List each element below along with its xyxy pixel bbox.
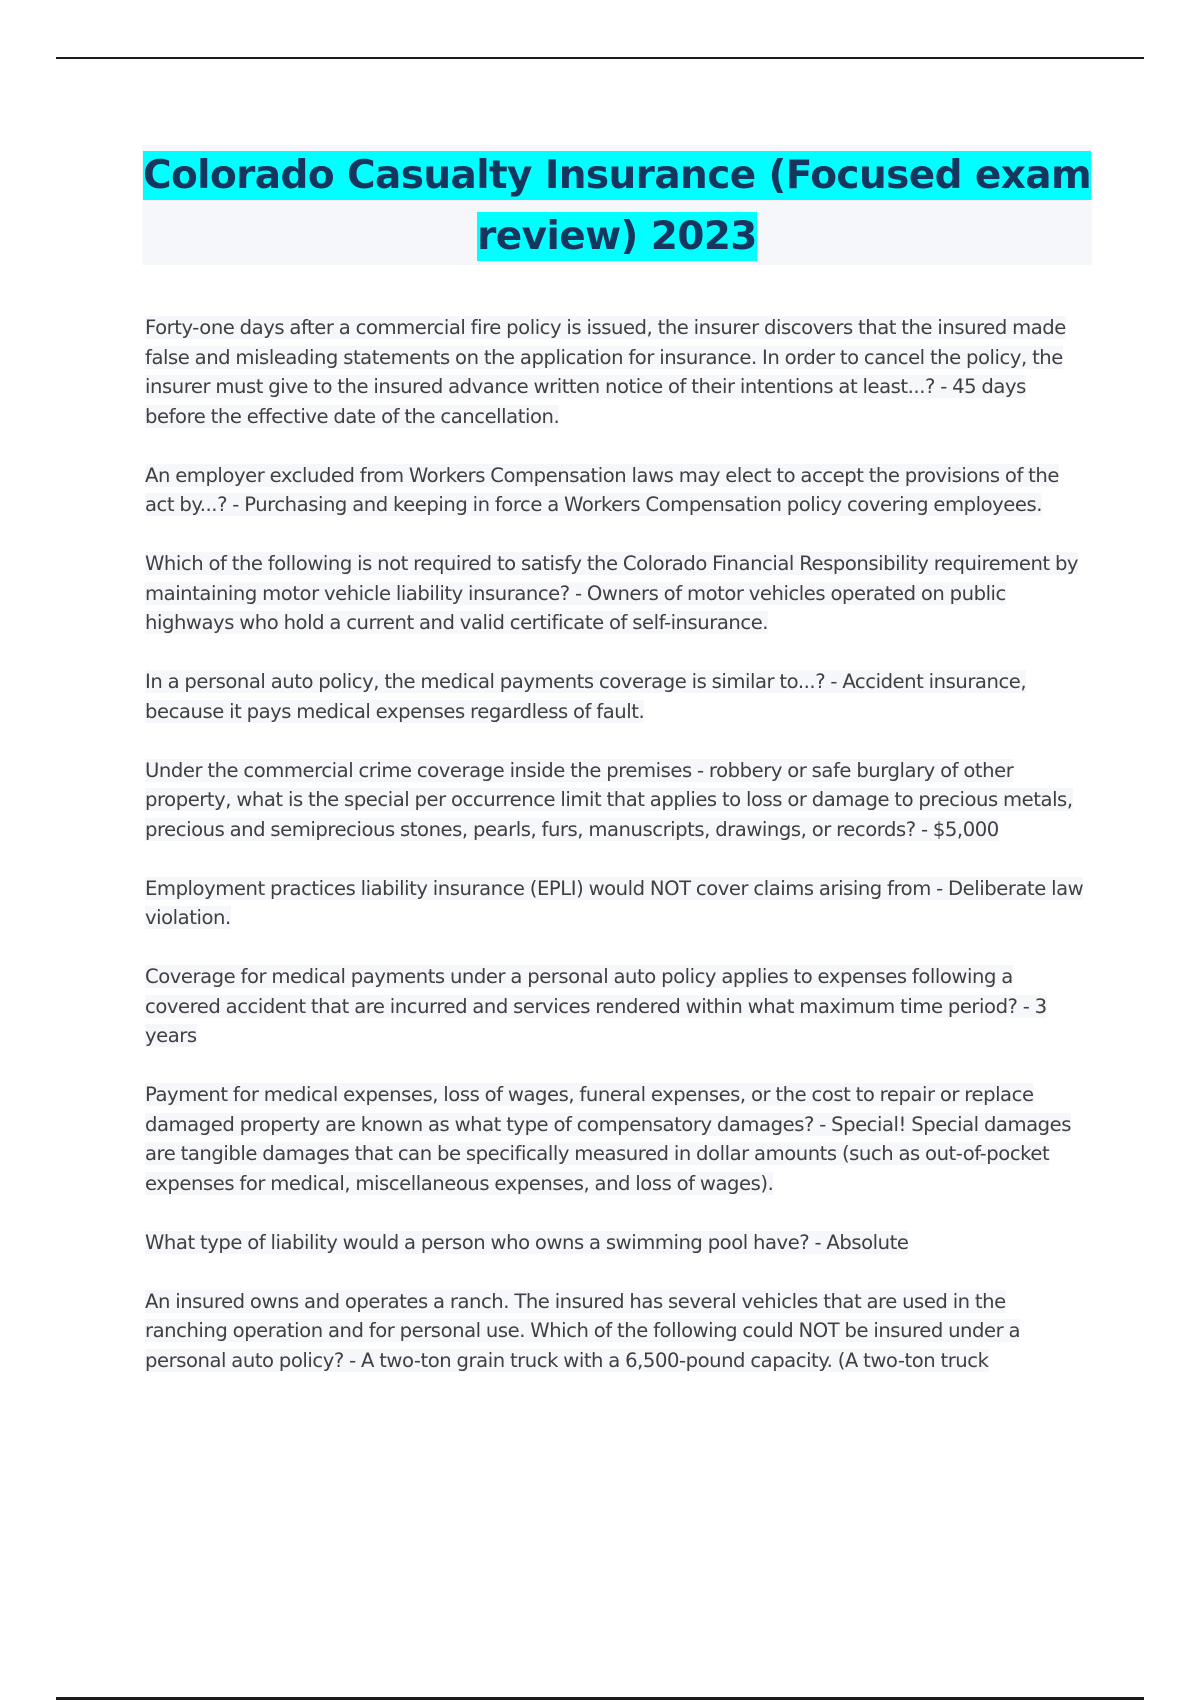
qa-text: Forty-one days after a commercial fire policy is issued, the insurer discovers that the insured made false and misleading statements on the application for insurance. In order to cancel the policy, the insurer must give to the insured advance written notice of their intentions at least...? - 45 days before the effective date of the cancellation. <box>145 316 1066 428</box>
qa-item <box>145 1228 1090 1258</box>
qa-text: Payment for medical expenses, loss of wages, funeral expenses, or the cost to repair or replace damaged property are known as what type of compensatory damages? - Special! Special damages are tangible damages that can be specifically measured in dollar amounts (such as out-of-pocket expenses for medical, miscellaneous expenses, and loss of wages). <box>145 1083 1072 1195</box>
title-highlight: Colorado Casualty Insurance (Focused exam review) 2023 <box>142 153 1092 259</box>
qa-item <box>145 549 1090 638</box>
qa-item <box>145 756 1090 845</box>
document-title <box>142 145 1092 267</box>
qa-text: Coverage for medical payments under a personal auto policy applies to expenses following a covered accident that are incurred and services rendered within what maximum time period? - 3 years <box>145 965 1047 1047</box>
qa-text: An employer excluded from Workers Compensation laws may elect to accept the provisions of the act by...? - Purchasing and keeping in force a Workers Compensation policy covering employees. <box>145 463 1059 516</box>
qa-text: Which of the following is not required to satisfy the Colorado Financial Responsibility requirement by maintaining motor vehicle liability insurance? - Owners of motor vehicles operated on public highways who hold a current and valid certificate of self-insurance. <box>145 552 1079 634</box>
qa-text: Under the commercial crime coverage inside the premises - robbery or safe burglary of other property, what is the special per occurrence limit that applies to loss or damage to precious metals, precious and semiprecious stones, pearls, furs, manuscripts, drawings, or records? - $5,000 <box>145 758 1073 841</box>
title-block <box>142 145 1092 265</box>
qa-text: An insured owns and operates a ranch. The insured has several vehicles that are used in the ranching operation and for personal use. Which of the following could NOT be insured under a personal auto policy? - A two-ton grain truck with a 6,500-pound capacity. (A two-ton truck <box>145 1289 1021 1372</box>
qa-item <box>145 874 1090 933</box>
qa-item <box>145 962 1090 1051</box>
qa-list <box>145 313 1090 1405</box>
header-rule <box>56 57 1144 59</box>
qa-item <box>145 1080 1090 1198</box>
qa-item <box>145 313 1090 431</box>
qa-text: What type of liability would a person who owns a swimming pool have? - Absolute <box>145 1230 909 1254</box>
qa-item <box>145 461 1090 520</box>
qa-item <box>145 667 1090 726</box>
qa-text: Employment practices liability insurance (EPLI) would NOT cover claims arising from - Deliberate law violation. <box>145 876 1084 929</box>
qa-item <box>145 1287 1090 1376</box>
qa-text: In a personal auto policy, the medical payments coverage is similar to...? - Accident insurance, because it pays medical expenses regardless of fault. <box>145 670 1027 723</box>
